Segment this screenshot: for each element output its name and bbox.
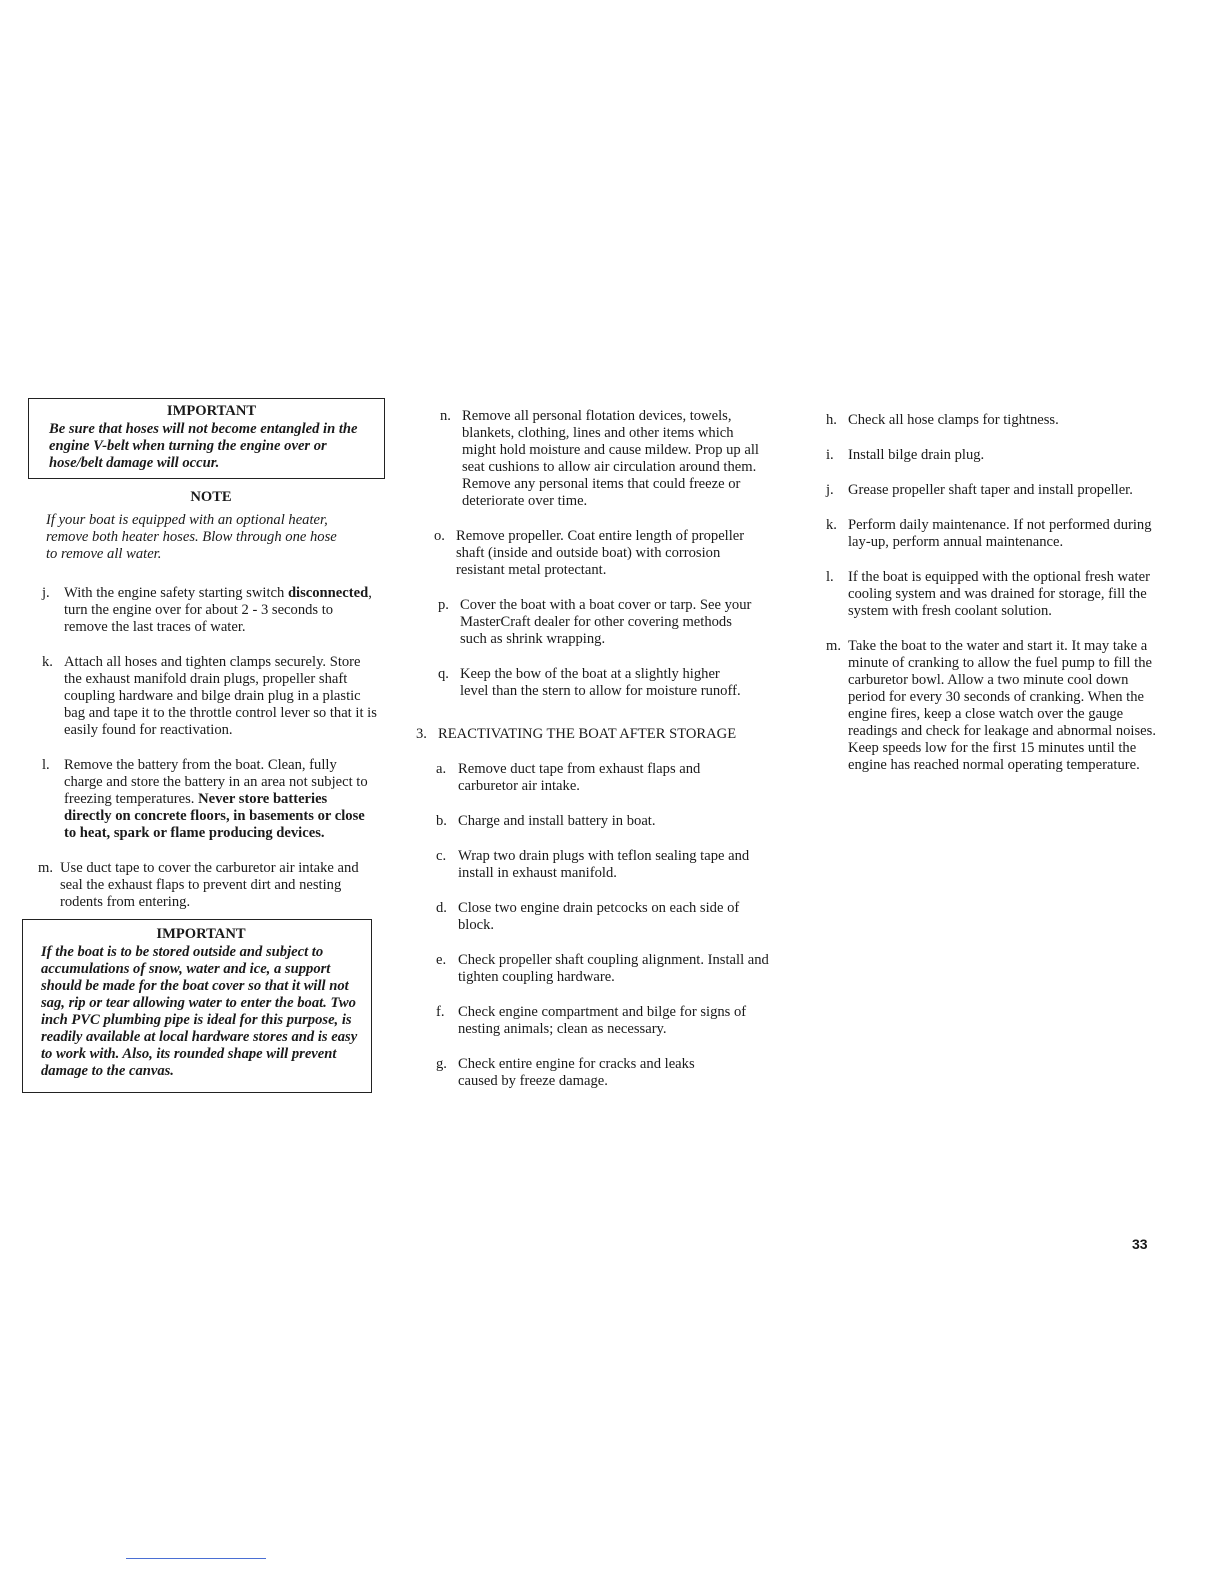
note-title: NOTE: [190, 489, 232, 505]
list-item: a. Remove duct tape from exhaust flaps and carburetor air intake.: [436, 761, 701, 794]
important-text: If the boat is to be stored outside and subject to accumulations of snow, water and ice, a support should be made for the boat cover so that it will not sag, rip or tear allowing water to enter the boat. Two inch PVC plumbing pipe is ideal for this purpose, is readily available at local hardware stores and is easy to work with. Also, its rounded shape will prevent damage to the canvas.: [41, 944, 358, 1079]
list-item: p. Cover the boat with a boat cover or tarp. See your MasterCraft dealer for other covering methods such as shrink wrapping.: [438, 597, 752, 647]
item-marker: o.: [434, 528, 445, 544]
item-marker: c.: [436, 848, 447, 864]
list-item: e. Check propeller shaft coupling alignment. Install and tighten coupling hardware.: [436, 952, 769, 985]
item-marker: d.: [436, 900, 447, 916]
item-marker: n.: [440, 408, 451, 424]
note-text: If your boat is equipped with an optional heater, remove both heater hoses. Blow through one hose to remove all water.: [46, 512, 337, 562]
list-item: g. Check entire engine for cracks and leaks caused by freeze damage.: [436, 1056, 695, 1089]
list-item: c. Wrap two drain plugs with teflon sealing tape and install in exhaust manifold.: [436, 848, 750, 881]
item-marker: g.: [436, 1056, 447, 1072]
item-marker: k.: [826, 517, 837, 533]
list-item: l. If the boat is equipped with the optional fresh water cooling system and was drained for storage, fill the system with fresh coolant solution.: [826, 569, 1150, 619]
left-column: [28, 398, 386, 1093]
item-marker: l.: [42, 757, 50, 773]
list-item: j. Grease propeller shaft taper and install propeller.: [826, 482, 1133, 498]
page-number: 33: [1132, 1236, 1148, 1252]
important-title: IMPORTANT: [166, 403, 257, 419]
item-marker: p.: [438, 597, 449, 613]
list-item: n. Remove all personal flotation devices, towels, blankets, clothing, lines and other items which might hold moisture and cause mildew. Prop up all seat cushions to allow air circulation around them. Remove any personal items that could freeze or deteriorate over time.: [440, 408, 759, 509]
list-item: m. Use duct tape to cover the carburetor air intake and seal the exhaust flaps to prevent dirt and nesting rodents from entering.: [38, 860, 359, 910]
item-marker: m.: [826, 638, 841, 654]
list-item: q. Keep the bow of the boat at a slightly higher level than the stern to allow for moisture runoff.: [438, 666, 741, 699]
list-item: k. Perform daily maintenance. If not performed during lay-up, perform annual maintenance.: [826, 517, 1152, 550]
item-marker: j.: [42, 585, 50, 601]
item-marker: h.: [826, 412, 837, 428]
item-marker: l.: [826, 569, 834, 585]
item-marker: j.: [826, 482, 834, 498]
list-item: m. Take the boat to the water and start it. It may take a minute of cranking to allow the fuel pump to fill the carburetor bowl. Allow a two minute cool down period for every 30 seconds of cranking. When the engine fires, keep a close watch over the gauge readings and check for leakage and abnormal noises. Keep speeds low for the first 15 minutes until the engine has reached normal operating temperature.: [826, 638, 1156, 773]
important-text: Be sure that hoses will not become entangled in the engine V-belt when turning the engine over or hose/belt damage will occur.: [49, 421, 358, 471]
list-item: j. With the engine safety starting switch disconnected, turn the engine over for about 2 - 3 seconds to remove the last traces of water.: [42, 585, 372, 635]
item-marker: q.: [438, 666, 449, 682]
section-number: 3.: [416, 726, 427, 742]
right-column: [826, 412, 1160, 774]
section-heading: 3. REACTIVATING THE BOAT AFTER STORAGE: [416, 726, 737, 742]
list-item: k. Attach all hoses and tighten clamps securely. Store the exhaust manifold drain plugs, propeller shaft coupling hardware and bilge drain plug in a plastic bag and tape it to the throttle control lever so that it is easily found for reactivation.: [42, 654, 377, 738]
important-box-storage: [22, 919, 372, 1093]
item-marker: a.: [436, 761, 447, 777]
list-item: o. Remove propeller. Coat entire length of propeller shaft (inside and outside boat) with corrosion resistant metal protectant.: [434, 528, 745, 578]
important-title: IMPORTANT: [156, 926, 246, 942]
item-marker: m.: [38, 860, 53, 876]
item-marker: e.: [436, 952, 447, 968]
item-marker: b.: [436, 813, 447, 829]
item-marker: k.: [42, 654, 53, 670]
list-item: i. Install bilge drain plug.: [826, 447, 985, 463]
item-marker: i.: [826, 447, 834, 463]
list-item: h. Check all hose clamps for tightness.: [826, 412, 1059, 428]
list-item: b. Charge and install battery in boat.: [436, 813, 656, 829]
item-marker: f.: [436, 1004, 445, 1020]
middle-column: [416, 408, 776, 1090]
list-item: d. Close two engine drain petcocks on each side of block.: [436, 900, 740, 933]
footer-rule: [126, 1558, 266, 1559]
list-item: f. Check engine compartment and bilge for signs of nesting animals; clean as necessary.: [436, 1004, 747, 1037]
list-item: l. Remove the battery from the boat. Clean, fully charge and store the battery in an area not subject to freezing temperatures. Never store batteries directly on concrete floors, in basements or close to heat, spark or flame producing devices.: [42, 757, 368, 841]
important-box-hoses: [28, 398, 385, 479]
